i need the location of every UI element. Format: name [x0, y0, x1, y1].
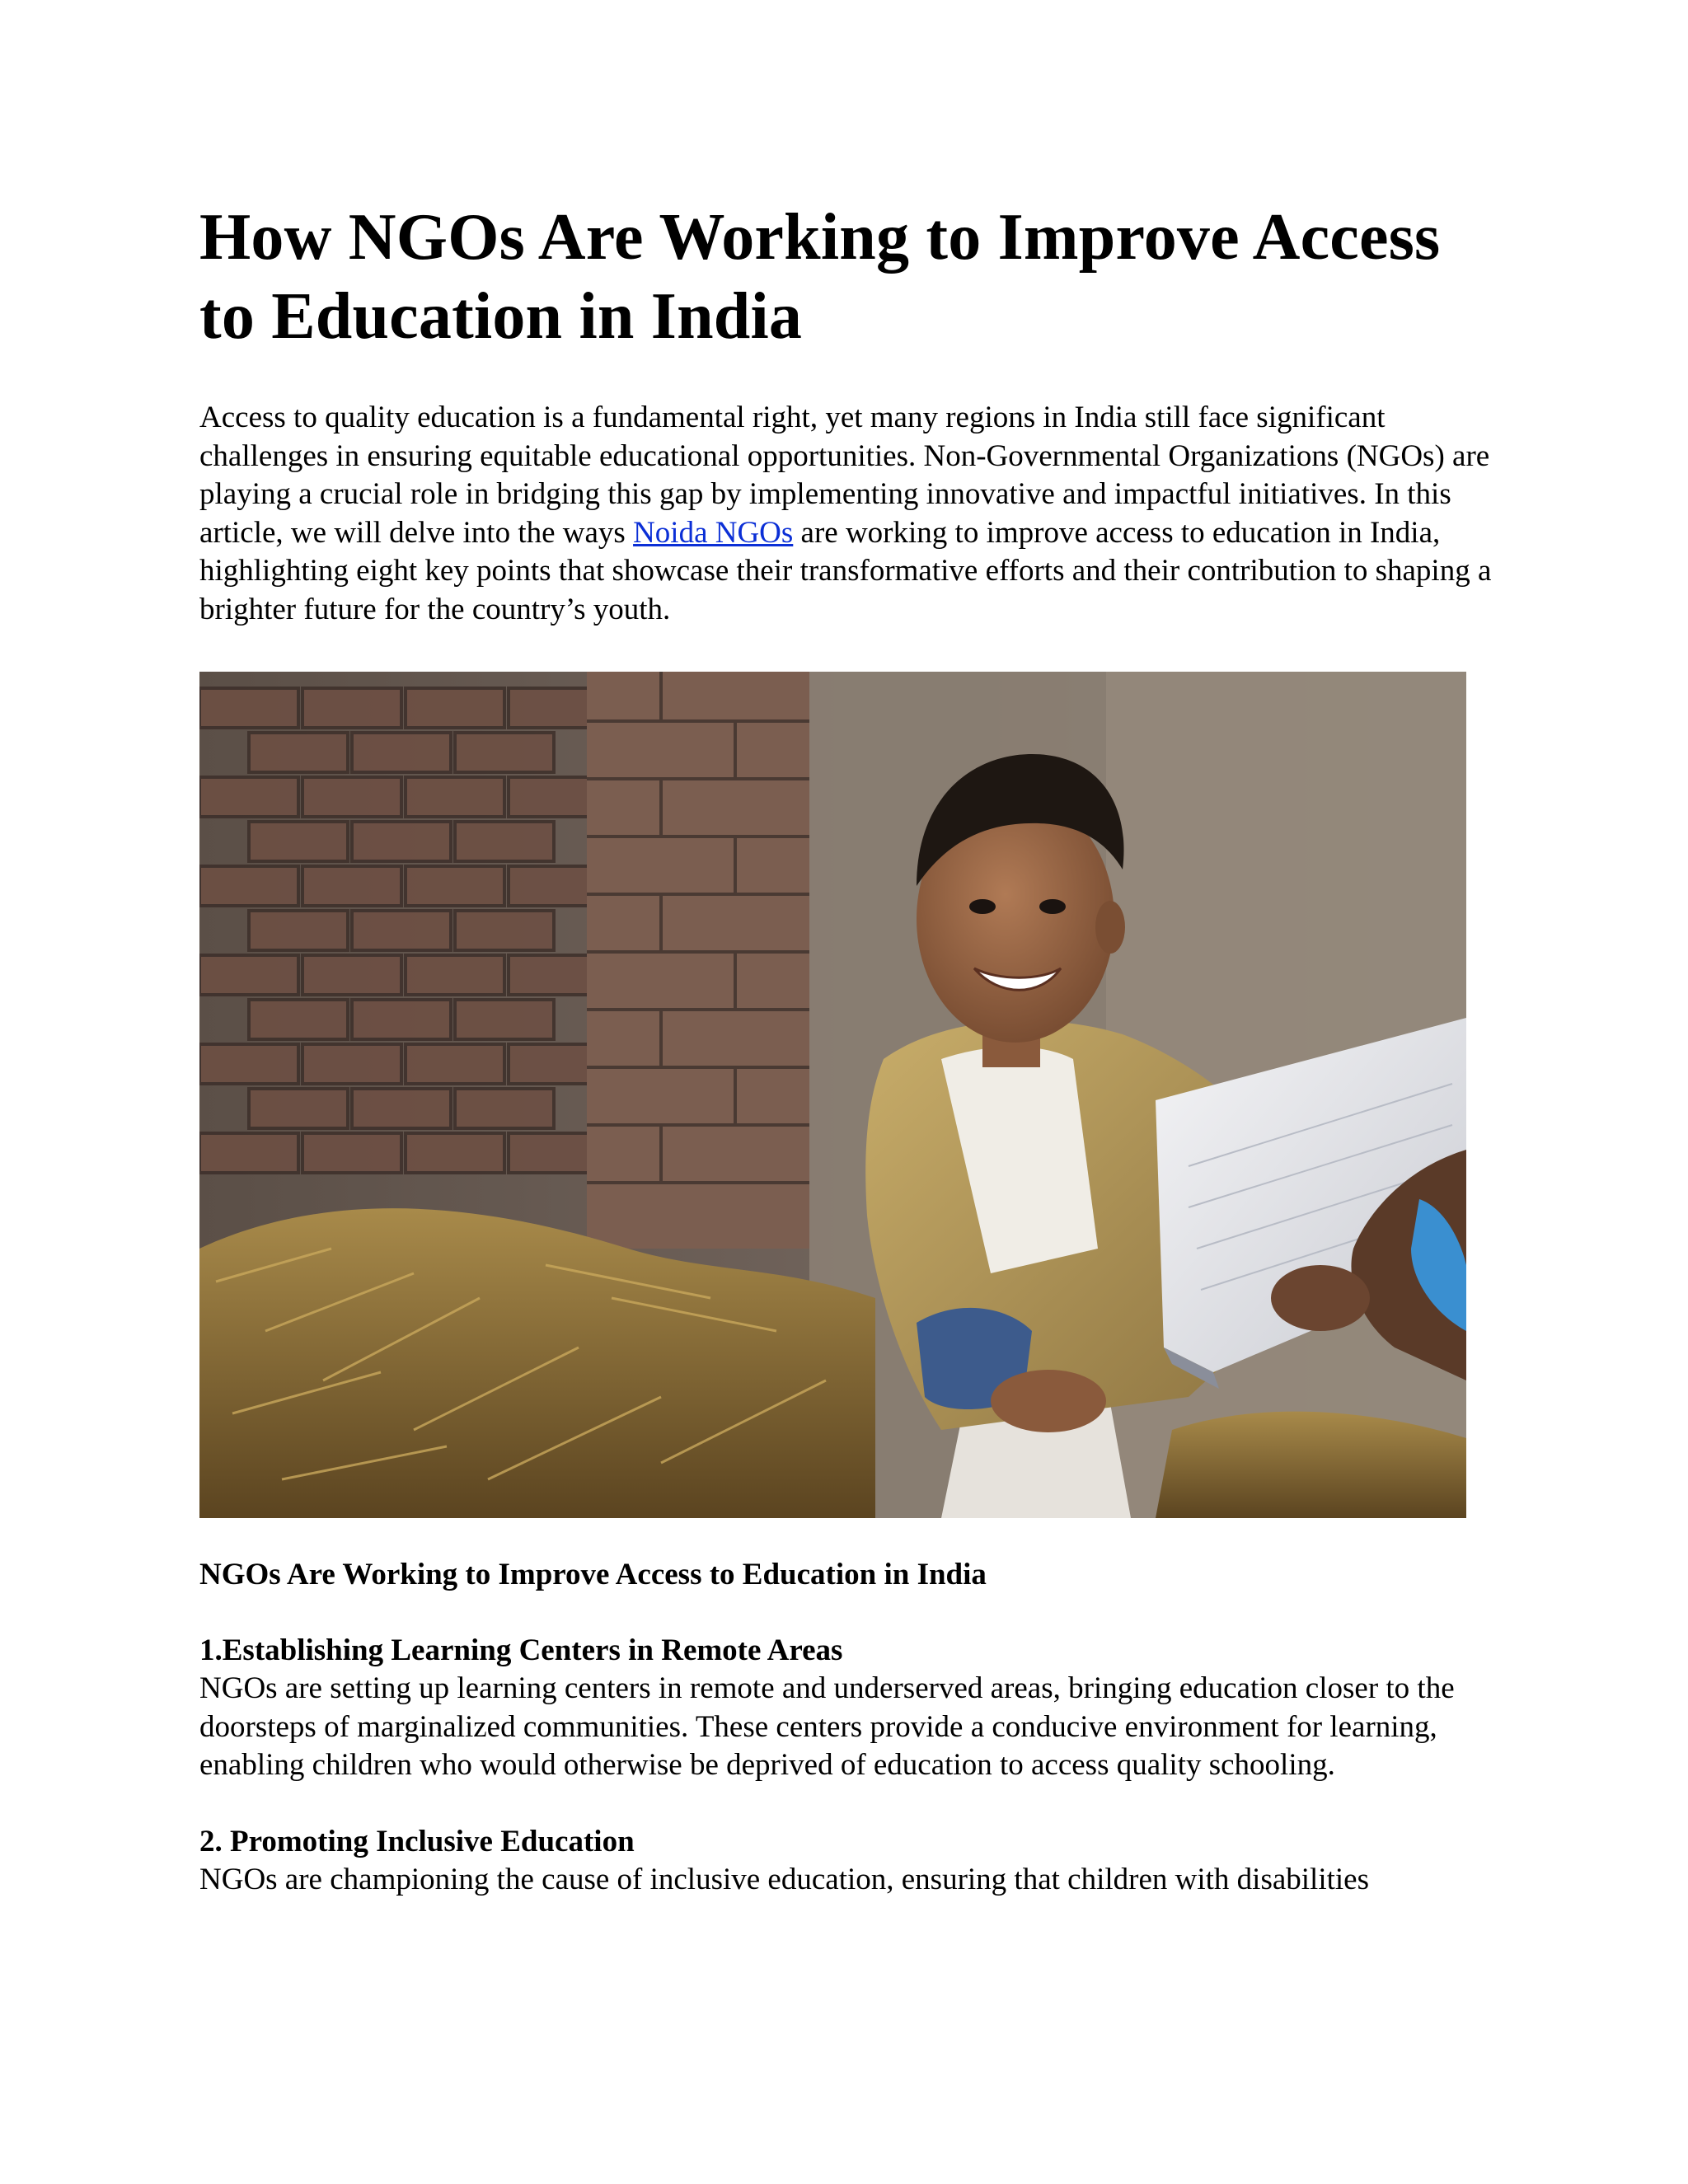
intro-text-after-link: are working to improve access to education in India, highlighting eight key points that showcase their transformative efforts and their contribution to shaping a brighter future for the country’s youth. — [199, 515, 1492, 626]
intro-paragraph — [199, 399, 1502, 629]
section-1 — [199, 1632, 1502, 1785]
section-heading: NGOs Are Working to Improve Access to Education in India — [199, 1558, 987, 1591]
brick-wall — [199, 688, 607, 1173]
section-1-body: NGOs are setting up learning centers in remote and underserved areas, bringing education closer to the doorsteps of marginalized communities. These centers provide a conducive environment for learning, enabling children who would otherwise be deprived of education to access quality schooling. — [199, 1671, 1455, 1782]
intro-text-before-link: Access to quality education is a fundamental right, yet many regions in India still face significant challenges in ensuring equitable educational opportunities. Non-Governmental Organizations (NGOs) are playing a crucial role in bridging this gap by implementing innovative and impactful initiatives. In this article, we will delve into the ways — [199, 401, 1490, 550]
section-2-title: 2. Promoting Inclusive Education — [199, 1824, 635, 1858]
photo-illustration — [199, 672, 1466, 1518]
section-2-body: NGOs are championing the cause of inclusive education, ensuring that children with disabilities — [199, 1862, 1369, 1896]
article-photo — [199, 672, 1466, 1518]
brick-pillar — [587, 672, 809, 1249]
noida-ngos-link[interactable]: Noida NGOs — [633, 515, 794, 550]
article-title: How NGOs Are Working to Improve Access to Education in India — [199, 201, 1441, 353]
section-2 — [199, 1823, 1502, 1900]
section-1-title: 1.Establishing Learning Centers in Remote Areas — [199, 1633, 843, 1667]
article — [199, 198, 1502, 1899]
